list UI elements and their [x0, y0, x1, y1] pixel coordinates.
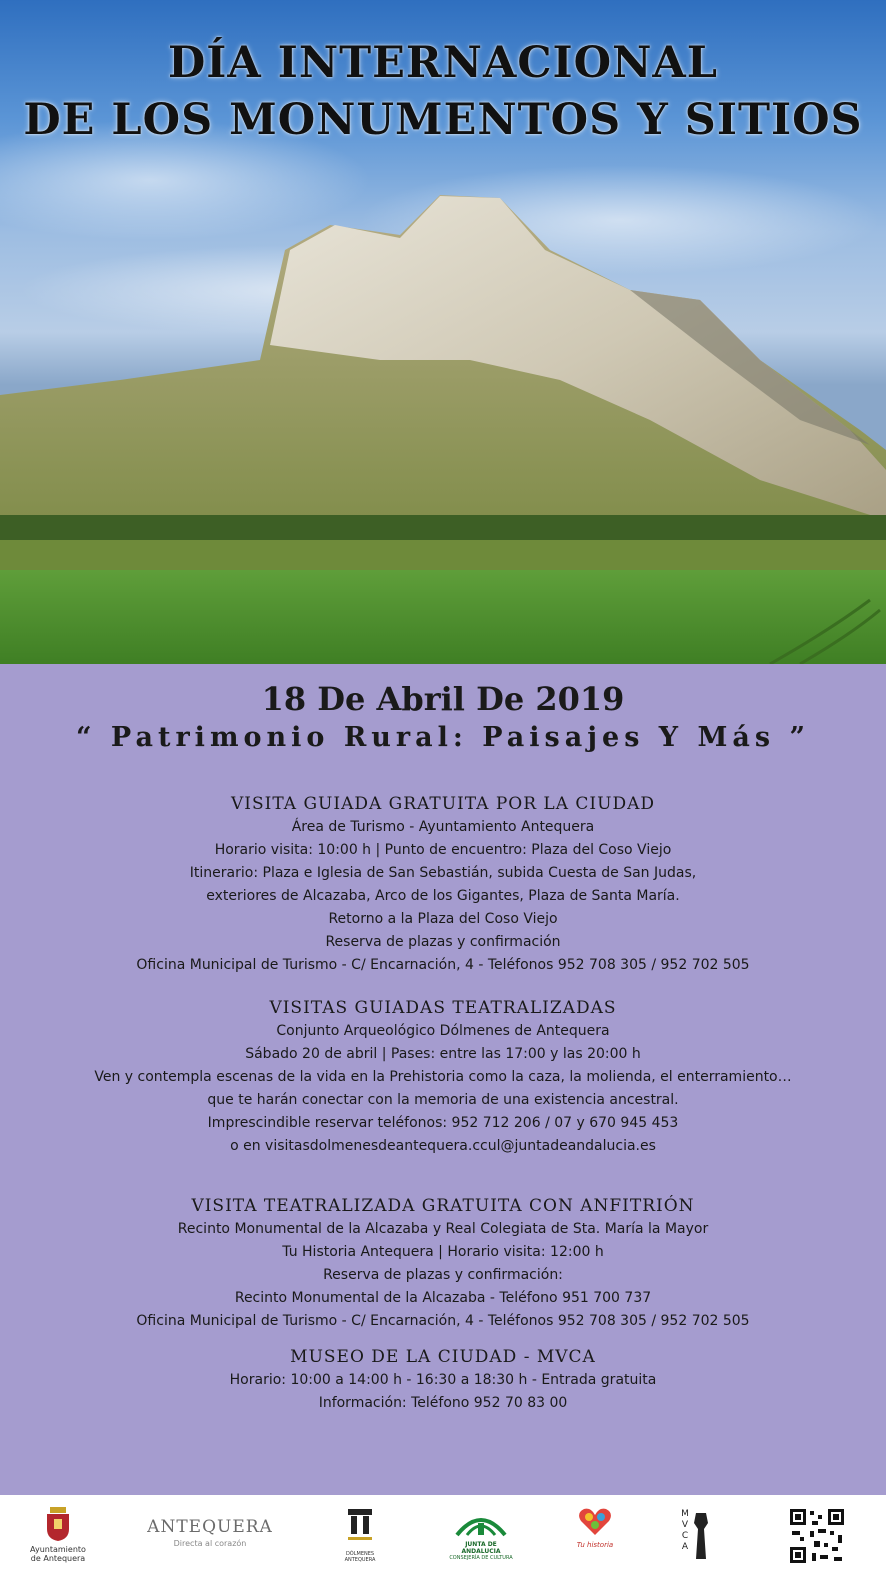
tu-historia-logo [572, 1507, 618, 1577]
section-line: Reserva de plazas y confirmación [325, 934, 561, 950]
section-line: Sábado 20 de abril | Pases: entre las 17:00 y las 20:00 h [245, 1046, 641, 1062]
section-line: que te harán conectar con la memoria de una existencia ancestral. [207, 1092, 679, 1108]
section-line: Itinerario: Plaza e Iglesia de San Sebastián, subida Cuesta de San Judas, [189, 865, 697, 881]
heart-icon [578, 1507, 612, 1537]
title-line-1: DÍA INTERNACIONAL [167, 38, 719, 88]
section-title: VISITA TEATRALIZADA GRATUITA CON ANFITRIÓN [191, 1196, 695, 1216]
antequera-brand-logo [140, 1517, 280, 1587]
section-line: exteriores de Alcazaba, Arco de los Gigantes, Plaza de Santa María. [206, 888, 680, 904]
section-line: o en visitasdolmenesdeantequera.ccul@juntadeandalucia.es [230, 1138, 656, 1154]
section-line: Horario: 10:00 a 14:00 h - 16:30 a 18:30 h - Entrada gratuita [229, 1372, 657, 1388]
junta-logo [446, 1507, 516, 1577]
section-line: Tu Historia Antequera | Horario visita: 12:00 h [282, 1244, 604, 1260]
junta-line2: CONSEJERÍA DE CULTURA [449, 1555, 513, 1561]
hero-image [0, 0, 886, 664]
ayuntamiento-logo [28, 1507, 88, 1577]
qr-code-logo[interactable] [788, 1507, 846, 1577]
section-line: Horario visita: 10:00 h | Punto de encuentro: Plaza del Coso Viejo [214, 842, 672, 858]
section-line: Retorno a la Plaza del Coso Viejo [328, 911, 558, 927]
tu-historia-label: Tu historia [576, 1541, 614, 1549]
section-title: VISITAS GUIADAS TEATRALIZADAS [269, 998, 617, 1018]
ayuntamiento-line2: de Antequera [30, 1554, 86, 1563]
section-line: Imprescindible reservar teléfonos: 952 712 206 / 07 y 670 945 453 [207, 1115, 679, 1131]
section-visita-guiada [0, 792, 886, 977]
section-line: Información: Teléfono 952 70 83 00 [318, 1395, 568, 1411]
mvca-logo [678, 1507, 718, 1577]
title-line-2: DE LOS MONUMENTOS Y SITIOS [23, 95, 863, 145]
dolmenes-label: DÓLMENES ANTEQUERA [344, 1551, 376, 1563]
sponsor-logos-bar [0, 1495, 886, 1587]
section-line: Oficina Municipal de Turismo - C/ Encarnación, 4 - Teléfonos 952 708 305 / 952 702 505 [136, 1313, 750, 1329]
section-museo [0, 1345, 886, 1415]
section-title: VISITA GUIADA GRATUITA POR LA CIUDAD [231, 794, 655, 814]
section-line: Reserva de plazas y confirmación: [323, 1267, 563, 1283]
section-visitas-teatralizadas [0, 996, 886, 1158]
section-line: Recinto Monumental de la Alcazaba y Real Colegiata de Sta. María la Mayor [177, 1221, 709, 1237]
dolmenes-logo [340, 1507, 380, 1577]
section-line: Conjunto Arqueológico Dólmenes de Antequera [276, 1023, 610, 1039]
section-line: Recinto Monumental de la Alcazaba - Teléfono 951 700 737 [234, 1290, 652, 1306]
mvca-figure-icon [692, 1511, 710, 1561]
event-date: 18 De Abril De 2019 [261, 680, 625, 718]
coat-of-arms-icon [45, 1507, 71, 1541]
antequera-brand: ANTEQUERA [147, 1517, 273, 1537]
event-theme: “ Patrimonio Rural: Paisajes Y Más ” [75, 722, 810, 753]
antequera-tagline: Directa al corazón [173, 1539, 247, 1548]
junta-line1: JUNTA DE ANDALUCIA [461, 1541, 501, 1555]
section-line: Ven y contempla escenas de la vida en la Prehistoria como la caza, la molienda, el enterramiento… [94, 1069, 792, 1085]
dolmen-icon [347, 1507, 373, 1547]
ayuntamiento-line1: Ayuntamiento [30, 1545, 86, 1554]
section-visita-anfitrion [0, 1194, 886, 1333]
section-title: MUSEO DE LA CIUDAD - MVCA [290, 1347, 596, 1367]
section-line: Área de Turismo - Ayuntamiento Antequera [291, 819, 595, 835]
section-line: Oficina Municipal de Turismo - C/ Encarnación, 4 - Teléfonos 952 708 305 / 952 702 505 [136, 957, 750, 973]
event-info-panel [0, 664, 886, 1495]
junta-arch-icon [453, 1507, 509, 1537]
qr-code-icon[interactable] [788, 1507, 846, 1565]
mvca-label: MVCA [681, 1509, 689, 1552]
